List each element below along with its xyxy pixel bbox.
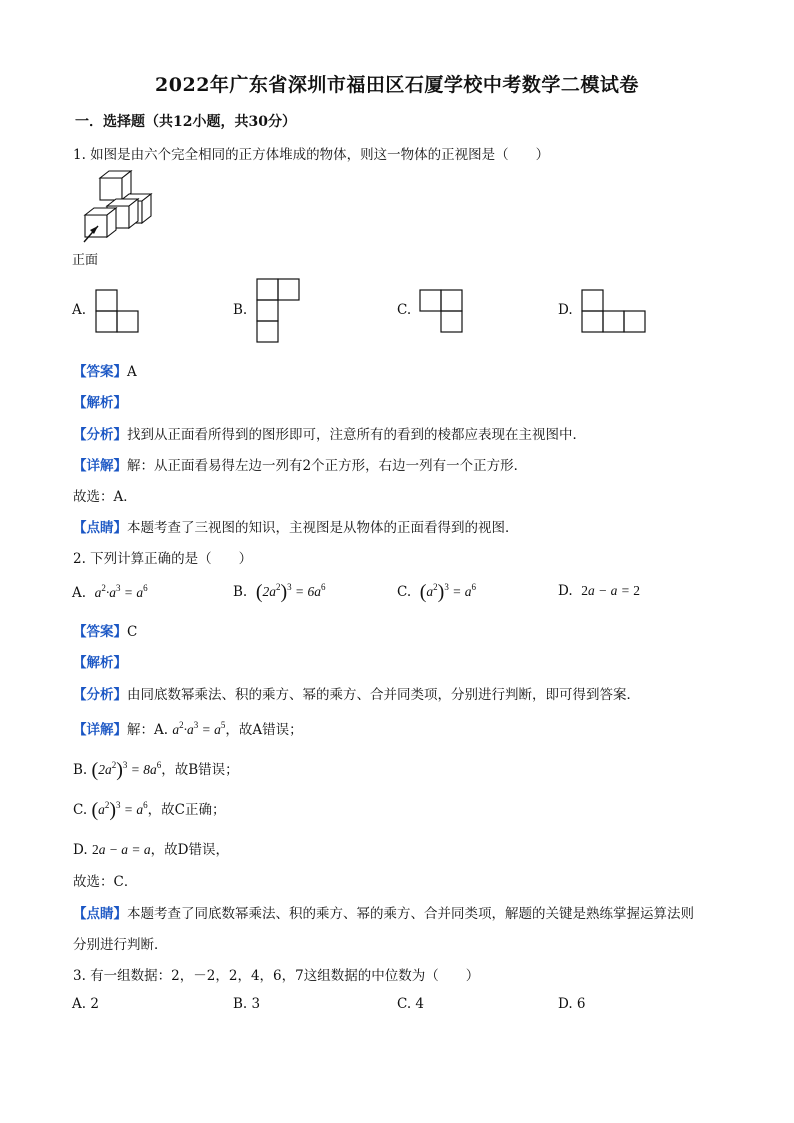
xiangjie-a-formula: $a^2\cdot a^3 = a^5$ <box>172 720 226 737</box>
q1-option-d-label: D. <box>558 302 573 318</box>
answer-value: C <box>127 624 138 640</box>
xiangjie-c-prefix: C. <box>73 802 88 818</box>
q2-choose: 故选：C． <box>73 874 138 890</box>
q1-answer <box>73 360 137 380</box>
dianjing-text-1: 本题考查了同底数幂乘法、积的乘方、幂的乘方、合并同类项，解题的关键是熟练掌握运算法则 <box>127 906 694 922</box>
answer-tag: 【答案】 <box>73 364 127 380</box>
q2-option-d-label: D. <box>558 583 573 599</box>
section-heading: 一．选择题（共12小题，共30分） <box>75 114 296 130</box>
q2-option-a <box>72 583 148 601</box>
fenxi-text: 找到从正面看所得到的图形即可，注意所有的看到的棱都应表现在主视图中． <box>127 427 586 443</box>
q1-xiangjie <box>73 454 527 474</box>
xiangjie-b-suffix: ，故B错误； <box>161 762 239 778</box>
q2-option-d-formula: 2a − a = 2 <box>581 583 640 598</box>
q3-option-c: C. 4 <box>397 996 425 1012</box>
q1-option-b-figure <box>256 278 302 345</box>
q1-analysis-heading: 【解析】 <box>73 395 127 411</box>
dianjing-text: 本题考查了三视图的知识，主视图是从物体的正面看得到的视图． <box>127 520 519 536</box>
q1-choose: 故选：A． <box>73 489 137 505</box>
page-title: 2022年广东省深圳市福田区石厦学校中考数学二模试卷 <box>155 74 639 96</box>
dianjing-tag: 【点睛】 <box>73 520 127 536</box>
xiangjie-a-suffix: ，故A错误； <box>225 722 303 738</box>
xiangjie-tag: 【详解】 <box>73 722 127 738</box>
q3-option-d: D. 6 <box>558 996 586 1012</box>
xiangjie-d-suffix: ，故D错误， <box>150 842 229 858</box>
q2-option-b <box>233 581 326 604</box>
q2-dianjing-cont: 分别进行判断． <box>73 937 168 953</box>
q2-option-d <box>558 583 640 599</box>
xiangjie-c-formula: $(a^2)^3 = a^6$ <box>91 799 148 821</box>
q3-stem: 3. 有一组数据：2，－2，2，4，6，7这组数据的中位数为（ ） <box>73 968 480 984</box>
xiangjie-text: 解：从正面看易得左边一列有2个正方形，右边一列有一个正方形． <box>127 458 528 474</box>
q1-option-a-label: A. <box>72 302 87 318</box>
q2-option-a-label: A. <box>72 585 87 601</box>
q2-stem: 2. 下列计算正确的是（ ） <box>73 551 253 567</box>
fenxi-text: 由同底数幂乘法、积的乘方、幂的乘方、合并同类项，分别进行判断，即可得到答案． <box>127 687 640 703</box>
q1-option-b-label: B. <box>233 302 248 318</box>
q1-fenxi <box>73 423 586 443</box>
q2-option-a-formula: $a^2\cdot a^3 = a^6$ <box>94 583 148 600</box>
q3-option-a: A. 2 <box>72 996 99 1012</box>
q1-option-d-figure <box>581 289 649 334</box>
xiangjie-d-formula: 2a − a = a <box>91 842 151 857</box>
q1-cube-figure <box>72 168 162 248</box>
q2-xiangjie-a <box>73 718 303 738</box>
q2-xiangjie-c <box>73 798 226 822</box>
q1-stem: 1. 如图是由六个完全相同的正方体堆成的物体，则这一物体的正视图是（ ） <box>73 147 550 163</box>
q1-dianjing <box>73 516 519 536</box>
q1-option-c-label: C. <box>397 302 412 318</box>
fenxi-tag: 【分析】 <box>73 687 127 703</box>
dianjing-tag: 【点睛】 <box>73 906 127 922</box>
q1-option-a-figure <box>95 289 141 334</box>
fenxi-tag: 【分析】 <box>73 427 127 443</box>
xiangjie-b-formula: $(2a^2)^3 = 8a^6$ <box>91 759 162 781</box>
q2-dianjing <box>73 902 694 922</box>
q2-fenxi <box>73 683 640 703</box>
q2-xiangjie-b <box>73 758 239 782</box>
q2-xiangjie-d <box>73 838 229 858</box>
xiangjie-tag: 【详解】 <box>73 458 127 474</box>
q2-analysis-heading: 【解析】 <box>73 655 127 671</box>
xiangjie-a-prefix: 解：A. <box>127 722 169 738</box>
front-label: 正面 <box>72 253 99 268</box>
answer-value: A <box>127 364 137 380</box>
q3-option-b: B. 3 <box>233 996 261 1012</box>
q2-option-b-formula: $(2a^2)^3 = 6a^6$ <box>255 581 326 603</box>
q2-option-b-label: B. <box>233 584 248 600</box>
xiangjie-c-suffix: ，故C正确； <box>147 802 226 818</box>
xiangjie-d-prefix: D. <box>73 842 88 858</box>
q2-option-c-label: C. <box>397 584 412 600</box>
xiangjie-b-prefix: B. <box>73 762 88 778</box>
q2-option-c <box>397 581 476 604</box>
answer-tag: 【答案】 <box>73 624 127 640</box>
q2-option-c-formula: $(a^2)^3 = a^6$ <box>419 581 476 603</box>
q2-answer <box>73 620 137 640</box>
q1-option-c-figure <box>419 289 465 334</box>
